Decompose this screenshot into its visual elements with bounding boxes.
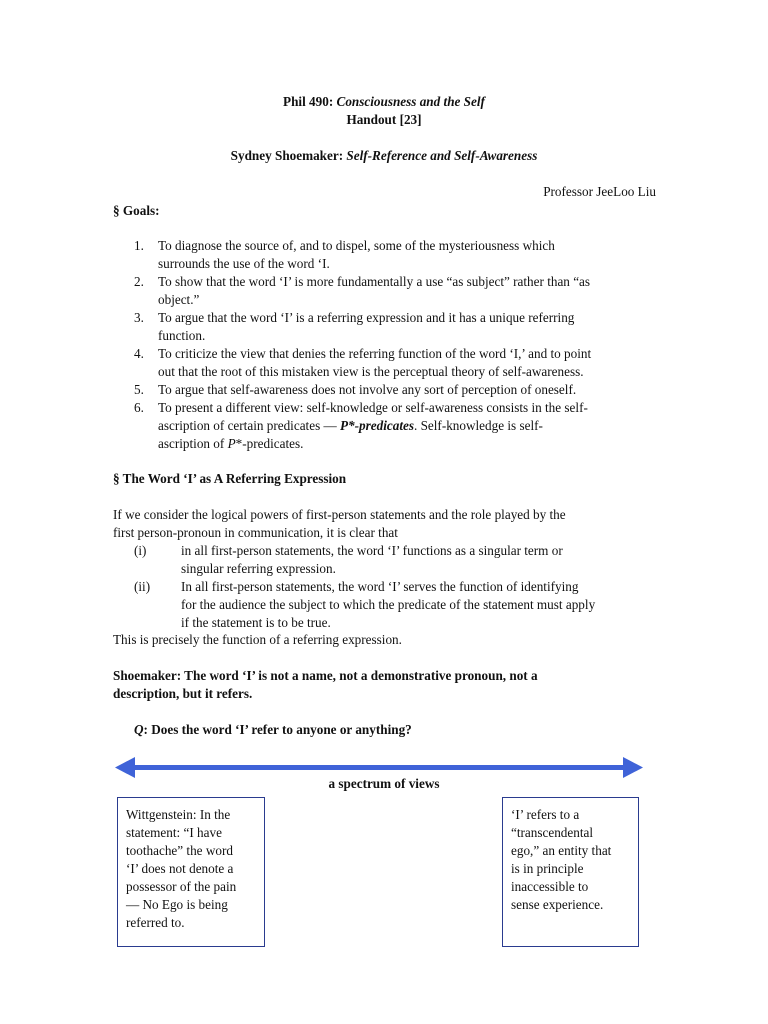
goal-line: object.” [158,292,200,307]
question-q-letter: Q [134,722,144,737]
goal-line: To present a different view: self-knowledge or self-awareness consists in the self- [158,400,588,415]
box-line: possessor of the pain [126,879,237,894]
professor-name: Professor JeeLoo Liu [543,184,656,199]
goal-item-3 [158,309,658,345]
goal-text-run: ascription of [158,436,228,451]
course-title-line [0,93,768,111]
shoemaker-claim-line-1: Shoemaker: The word ‘I’ is not a name, not a demonstrative pronoun, not a [113,668,538,683]
box-line: “transcendental [511,825,594,840]
goal-item-6 [158,399,658,453]
course-prefix: Phil 490: [283,94,337,109]
goal-line: To criticize the view that denies the referring function of the word ‘I,’ and to point [158,346,592,361]
p-star-predicates-term: P*-predicates [340,418,414,433]
intro-line-1: If we consider the logical powers of first-person statements and the role played by the [113,507,566,522]
goal-line: out that the root of this mistaken view is the perceptual theory of self-awareness. [158,364,584,379]
box-line: ‘I’ refers to a [511,807,580,822]
article-title-line [0,147,768,165]
goal-line [158,417,658,435]
wittgenstein-view-box [117,797,265,947]
box-line: — No Ego is being [126,897,228,912]
question-line [134,721,412,739]
box-line: ego,” an entity that [511,843,612,858]
p-letter: P [227,436,236,451]
article-title: Self-Reference and Self-Awareness [346,148,538,163]
goal-line: To argue that the word ‘I’ is a referring expression and it has a unique referring [158,310,575,325]
goal-item-2 [158,273,658,309]
point-ii-line-3: if the statement is to be true. [181,615,331,630]
box-line: toothache” the word [126,843,233,858]
conclusion-line: This is precisely the function of a referring expression. [113,632,402,647]
goal-number: 5. [134,382,144,397]
question-text: : Does the word ‘I’ refer to anyone or anything? [143,722,412,737]
goal-line: To diagnose the source of, and to dispel, some of the mysteriousness which [158,238,555,253]
box-line: is in principle [511,861,584,876]
spectrum-label: a spectrum of views [328,776,440,791]
goal-line: To argue that self-awareness does not involve any sort of perception of oneself. [158,382,577,397]
point-ii-line-1: In all first-person statements, the word ‘I’ serves the function of identifying [181,579,579,594]
goal-text-run: . Self-knowledge is self- [413,418,543,433]
intro-line-2: first person-pronoun in communication, it is clear that [113,525,398,540]
goal-number: 2. [134,274,144,289]
goal-item-4 [158,345,658,381]
transcendental-ego-view-box [502,797,639,947]
goal-number: 1. [134,238,144,253]
goal-text-run: ascription of certain predicates — [158,418,340,433]
handout-number: Handout [23] [346,112,422,127]
box-line: Wittgenstein: In the [126,807,231,822]
goal-item-5 [158,381,658,399]
course-title: Consciousness and the Self [336,94,485,109]
author-prefix: Sydney Shoemaker: [230,148,347,163]
shoemaker-claim-line-2: description, but it refers. [113,686,253,701]
goal-line: To show that the word ‘I’ is more fundamentally a use “as subject” rather than “as [158,274,591,289]
goal-text-run: *-predicates. [235,436,304,451]
arrow-shaft [131,765,627,770]
point-ii-line-2: for the audience the subject to which the predicate of the statement must apply [181,597,596,612]
box-line: referred to. [126,915,185,930]
goals-heading: § Goals: [113,203,160,218]
goal-line [158,435,658,453]
box-line: statement: “I have [126,825,222,840]
box-line: ‘I’ does not denote a [126,861,234,876]
point-i-line-1: in all first-person statements, the word ‘I’ functions as a singular term or [181,543,563,558]
goal-number: 3. [134,310,144,325]
goal-number: 6. [134,400,144,415]
box-line: inaccessible to [511,879,589,894]
box-line: sense experience. [511,897,604,912]
goal-item-1 [158,237,658,273]
goal-line: surrounds the use of the word ‘I. [158,256,330,271]
goal-number: 4. [134,346,144,361]
point-i-number: (i) [134,543,147,558]
section-heading-referring: § The Word ‘I’ as A Referring Expression [113,471,347,486]
goal-line: function. [158,328,206,343]
point-ii-number: (ii) [134,579,151,594]
point-i-line-2: singular referring expression. [181,561,336,576]
